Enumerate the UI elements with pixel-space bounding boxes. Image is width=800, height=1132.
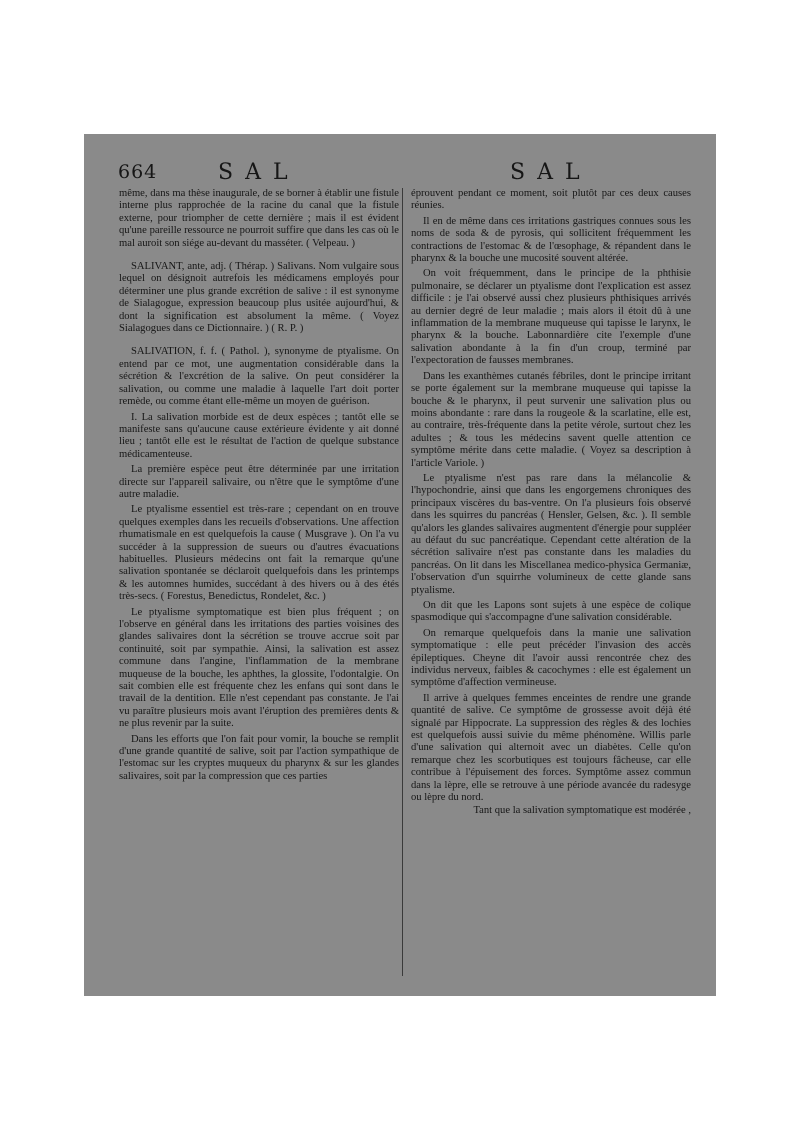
paragraph: Le ptyalisme symptomatique est bien plus fréquent ; on l'observe en général dans les irritations des parties voisines des glandes salivaires dont la sécrétion se trouve accrue soit par continuité, soit par sympathie. Ainsi, la salivation est assez commune dans l'angine, l'inflammation de la membrane muqueuse de la bouche, les aphthes, la glossite, l'odontalgie. On sait combien elle est fréquente chez les enfans qui sont dans le travail de la dentition. Elle n'est cependant pas constante. Je l'ai vu paraître plusieurs mois avant l'éruption des premières dents & ne plus revenir par la suite. — [119, 606, 399, 730]
paragraph: même, dans ma thèse inaugurale, de se borner à établir une fistule interne plus rapprochée de la racine du canal que la fistule externe, pour triompher de cette dernière ; mais il est évident qu'une pareille ressource ne pourroit suffire que dans les cas où le mal auroit son siége au-devant du masséter. ( Velpeau. ) — [119, 188, 399, 249]
paragraph: On dit que les Lapons sont sujets à une espèce de colique spasmodique qui s'accompagne d'une salivation considérable. — [411, 600, 691, 624]
paragraph: Dans les efforts que l'on fait pour vomir, la bouche se remplit d'une grande quantité de salive, soit par l'action sympathique de l'estomac sur les cryptes muqueux du pharynx & sur les glandes salivaires, soit par la compression que ces parties — [119, 733, 399, 782]
running-title-right: SAL — [510, 160, 592, 185]
scanned-page — [84, 134, 716, 996]
running-title-left: SAL — [218, 160, 300, 185]
paragraph: I. La salivation morbide est de deux espèces ; tantôt elle se manifeste sans qu'aucune cause extérieure évidente y ait donné lieu ; tantôt elle est le résultat de l'action de quelque substance médicamenteuse. — [119, 411, 399, 460]
page-number: 664 — [118, 161, 158, 183]
paragraph-continued: Tant que la salivation symptomatique est modérée , — [473, 804, 691, 816]
column-divider — [402, 188, 403, 976]
paragraph: éprouvent pendant ce moment, soit plutôt par ces deux causes réunies. — [411, 188, 691, 212]
paragraph: On remarque quelquefois dans la manie une salivation symptomatique : elle peut précéder l'invasion des accès épileptiques. Cheyne dit l'avoir aussi rencontrée chez des individus nerveux, faibles & cacochymes : elle est également un symptôme d'affection vermineuse. — [411, 627, 691, 689]
paragraph: La première espèce peut être déterminée par une irritation directe sur l'appareil salivaire, ou n'être que le symptôme d'une autre maladie. — [119, 464, 399, 500]
paragraph: Dans les exanthèmes cutanés fébriles, dont le principe irritant se porte également sur la membrane muqueuse qui tapisse la bouche & le pharynx, il peut survenir une salivation plus ou moins abondante : rare dans la rougeole & la scarlatine, elle est, au contraire, très-fréquente dans la petite vérole, surtout chez les adultes ; & tous les médecins savent quelle attention ce symptôme mérite dans cette maladie. ( Voyez sa description à l'article Variole. ) — [411, 370, 691, 469]
paragraph: On voit fréquemment, dans le principe de la phthisie pulmonaire, se déclarer un ptyalisme dont l'explication est assez difficile : je l'ai observé aussi chez plusieurs phthisiques arrivés au dernier degré de leur maladie ; mais alors il étoit dû à une inflammation de la membrane muqueuse qui tapisse le larynx, le pharynx & la bouche. Labonnardière cite l'exemple d'une salivation abondante à la fin d'un croup, terminé par l'expectoration de fausses membranes. — [411, 268, 691, 367]
entry-salivant: SALIVANT, ante, adj. ( Thérap. ) Salivans. Nom vulgaire sous lequel on désignoit autrefois les médicamens employés pour déterminer une plus grande excrétion de salive : il est synonyme de Sialagogue, expression beaucoup plus usitée aujourd'hui, & dont la signification est absolument la même. ( Voyez Sialagogues dans ce Dictionnaire. ) ( R. P. ) — [119, 261, 399, 335]
paragraph: Il arrive à quelques femmes enceintes de rendre une grande quantité de salive. Ce symptôme de grossesse avoit déjà été signalé par Hippocrate. La suppression des règles & des lochies est quelquefois aussi suivie du même phénomène. Willis parle d'une salivation qui alternoit avec un diabètes. Celle qu'on remarque chez les scorbutiques est toujours fâcheuse, car elle contribue à l'épuisement des forces. Symptôme assez commun dans la lèpre, elle se retrouve à une période avancée du radesyge ou lèpre du nord. — [411, 692, 691, 804]
entry-salivation: SALIVATION, f. f. ( Pathol. ), synonyme de ptyalisme. On entend par ce mot, une augmentation considérable dans la sécrétion & l'excrétion de la salive. On peut considérer la salivation, ou comme une maladie à laquelle l'art doit porter remède, ou comme étant elle-même un moyen de guérison. — [119, 346, 399, 408]
paragraph: Il en de même dans ces irritations gastriques connues sous les noms de soda & de pyrosis, qui sollicitent fréquemment les contractions de l'estomac & de l'œsophage, & répandent dans le pharynx & la bouche une mucosité souvent altérée. — [411, 215, 691, 265]
left-column — [119, 188, 399, 988]
paragraph: Le ptyalisme essentiel est très-rare ; cependant on en trouve quelques exemples dans les recueils d'observations. Une affection rhumatismale en est quelquefois la cause ( Musgrave ). On l'a vu succéder à la suppression de sueurs ou d'autres évacuations habituelles. Plusieurs médecins ont fait la remarque qu'une salivation spontanée se déclaroit quelquefois dans les printemps & les automnes humides, succédant à des hivers ou à des étés très-secs. ( Forestus, Benedictus, Rondelet, &c. ) — [119, 504, 399, 603]
running-header — [84, 134, 716, 186]
right-column — [411, 188, 691, 988]
paragraph: Le ptyalisme n'est pas rare dans la mélancolie & l'hypochondrie, ainsi que dans les engorgemens chroniques des principaux viscères du bas-ventre. On l'a plusieurs fois observé dans les squirres du pancréas ( Hensler, Gelsen, &c. ). Il semble qu'alors les glandes salivaires augmentent d'énergie pour suppléer au défaut du suc pancréatique. Cependant cette altération de la sécrétion salivaire n'est pas constante dans les maladies du pancréas. On lit dans les Miscellanea medico-physica Germaniæ, l'observation d'un squirrhe volumineux de cette glande sans ptyalisme. — [411, 472, 691, 596]
